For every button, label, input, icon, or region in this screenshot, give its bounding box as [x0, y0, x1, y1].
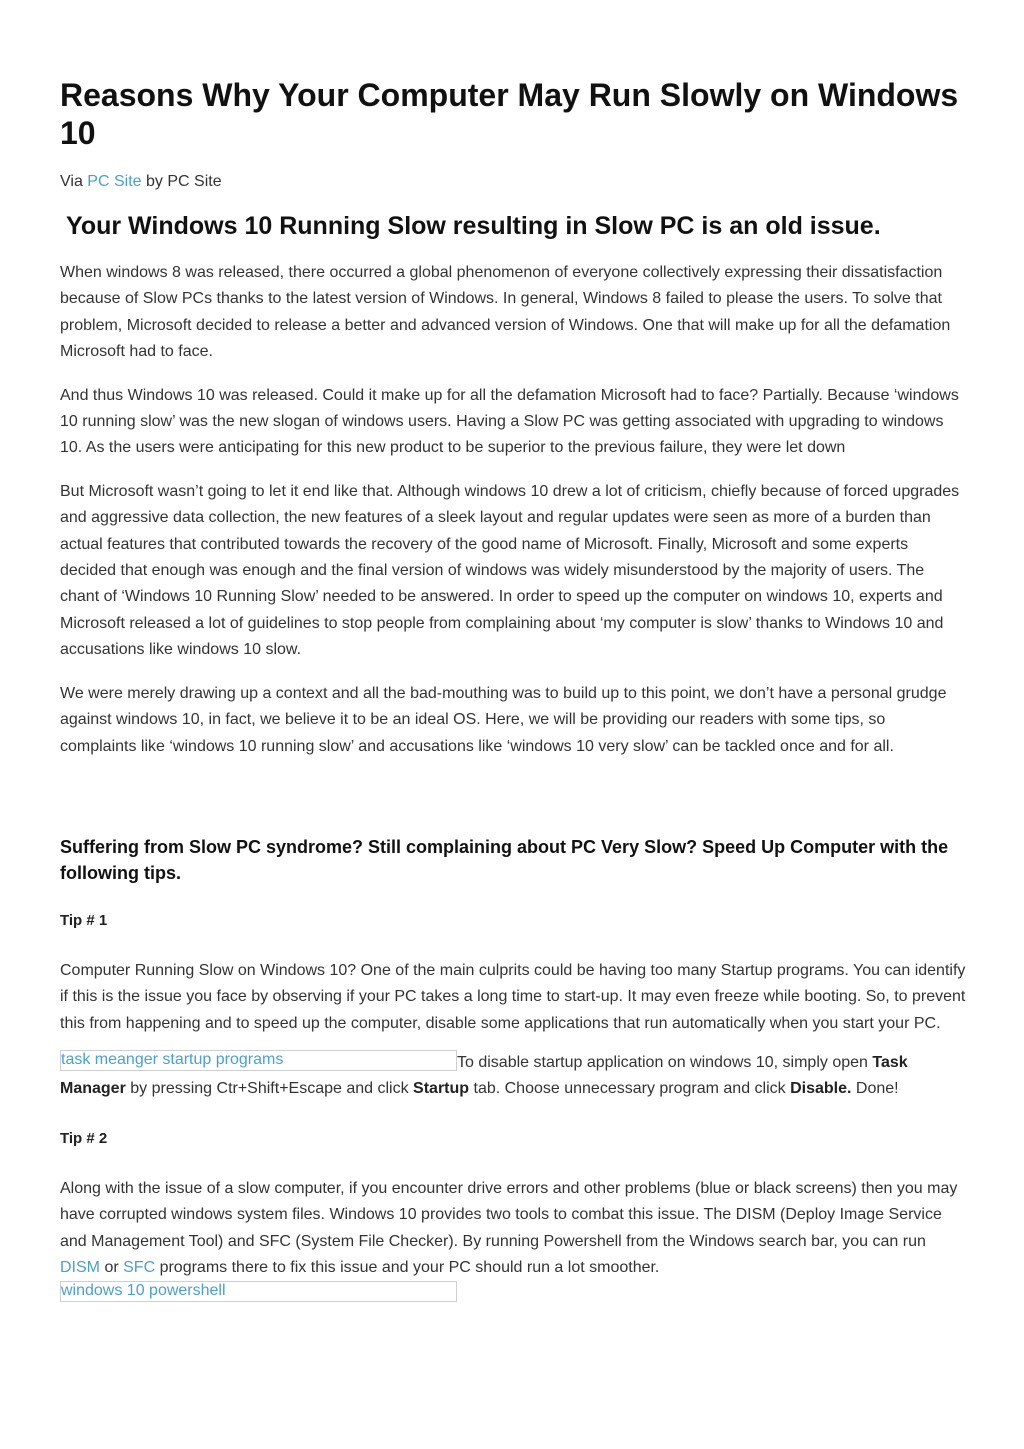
task-manager-image-placeholder: task meanger startup programs: [60, 1050, 457, 1071]
tip-1-instructions: [60, 1050, 966, 1103]
tip-1-instr-4: Done!: [851, 1080, 899, 1098]
tip-1-instr-3: tab. Choose unnecessary program and click: [469, 1080, 791, 1098]
tip-1-bold-disable: Disable.: [790, 1080, 852, 1098]
byline-via: Via: [60, 173, 83, 190]
sfc-link[interactable]: SFC: [123, 1258, 156, 1276]
tip-2-body: [60, 1176, 966, 1282]
dism-link[interactable]: DISM: [60, 1258, 100, 1276]
paragraph-1: When windows 8 was released, there occurred a global phenomenon of everyone collectively expressing their dissatisfaction because of Slow PCs thanks to the latest version of Windows. In general, Windows 8 failed to please the users. To solve that problem, Microsoft decided to release a better and advanced version of Windows. One that will make up for all the defamation Microsoft had to face.: [60, 264, 951, 361]
tip-1-bold-task-manager: Task Manager: [60, 1053, 908, 1098]
byline: [60, 172, 966, 192]
article-subtitle: Your Windows 10 Running Slow resulting in Slow PC is an old issue.: [66, 212, 881, 240]
paragraph-3: But Microsoft wasn’t going to let it end like that. Although windows 10 drew a lot of criticism, chiefly because of forced upgrades and aggressive data collection, the new features of a sleek layout and regular updates were seen as more of a burden than actual features that contributed towards the recovery of the good name of Microsoft. Finally, Microsoft and some experts decided that enough was enough and the final version of windows was widely misunderstood by the majority of users. The chant of ‘Windows 10 Running Slow’ needed to be answered. In order to speed up the computer on windows 10, experts and Microsoft released a lot of guidelines to stop people from complaining about ‘my computer is slow’ thanks to Windows 10 and accusations like windows 10 slow.: [60, 482, 960, 659]
tip-1-label: Tip # 1: [60, 911, 108, 929]
tip-1-instr-1: To disable startup application on windows 10, simply open: [457, 1053, 873, 1071]
tip-2-label: Tip # 2: [60, 1129, 108, 1147]
tip-2-body-1: Along with the issue of a slow computer, if you encounter drive errors and other problems (blue or black screens) then you may have corrupted windows system files. Windows 10 provides two tools to combat this issue. The DISM (Deploy Image Service and Management Tool) and SFC (System File Checker). By running Powershell from the Windows search bar, you can run: [60, 1179, 958, 1250]
article-title: Reasons Why Your Computer May Run Slowly on Windows 10: [60, 77, 959, 151]
tip-1-instr-2: by pressing Ctr+Shift+Escape and click: [125, 1080, 414, 1098]
paragraph-2: And thus Windows 10 was released. Could it make up for all the defamation Microsoft had to face? Partially. Because ‘windows 10 running slow’ was the new slogan of windows users. Having a Slow PC was getting associated with upgrading to windows 10. As the users were anticipating for this new product to be superior to the previous failure, they were let down: [60, 386, 959, 457]
tip-1-bold-startup: Startup: [413, 1080, 470, 1098]
paragraph-4: We were merely drawing up a context and all the bad-mouthing was to build up to this point, we don’t have a personal grudge against windows 10, in fact, we believe it to be an ideal OS. Here, we will be providing our readers with some tips, so complaints like ‘windows 10 running slow’ and accusations like ‘windows 10 very slow’ can be tackled once and for all.: [60, 684, 947, 755]
source-link[interactable]: PC Site: [87, 173, 142, 190]
tips-heading: Suffering from Slow PC syndrome? Still complaining about PC Very Slow? Speed Up Computer with the following tips.: [60, 836, 949, 884]
powershell-image-placeholder: windows 10 powershell: [60, 1281, 457, 1302]
tip-2-body-2: programs there to fix this issue and your PC should run a lot smoother.: [155, 1258, 660, 1276]
tip-1-body: Computer Running Slow on Windows 10? One of the main culprits could be having too many Startup programs. You can identify if this is the issue you face by observing if your PC takes a long time to start-up. It may even freeze while booting. So, to prevent this from happening and to speed up the computer, disable some applications that run automatically when you start your PC.: [60, 961, 966, 1032]
byline-author: by PC Site: [146, 173, 222, 190]
tip-2-or: or: [100, 1258, 124, 1276]
